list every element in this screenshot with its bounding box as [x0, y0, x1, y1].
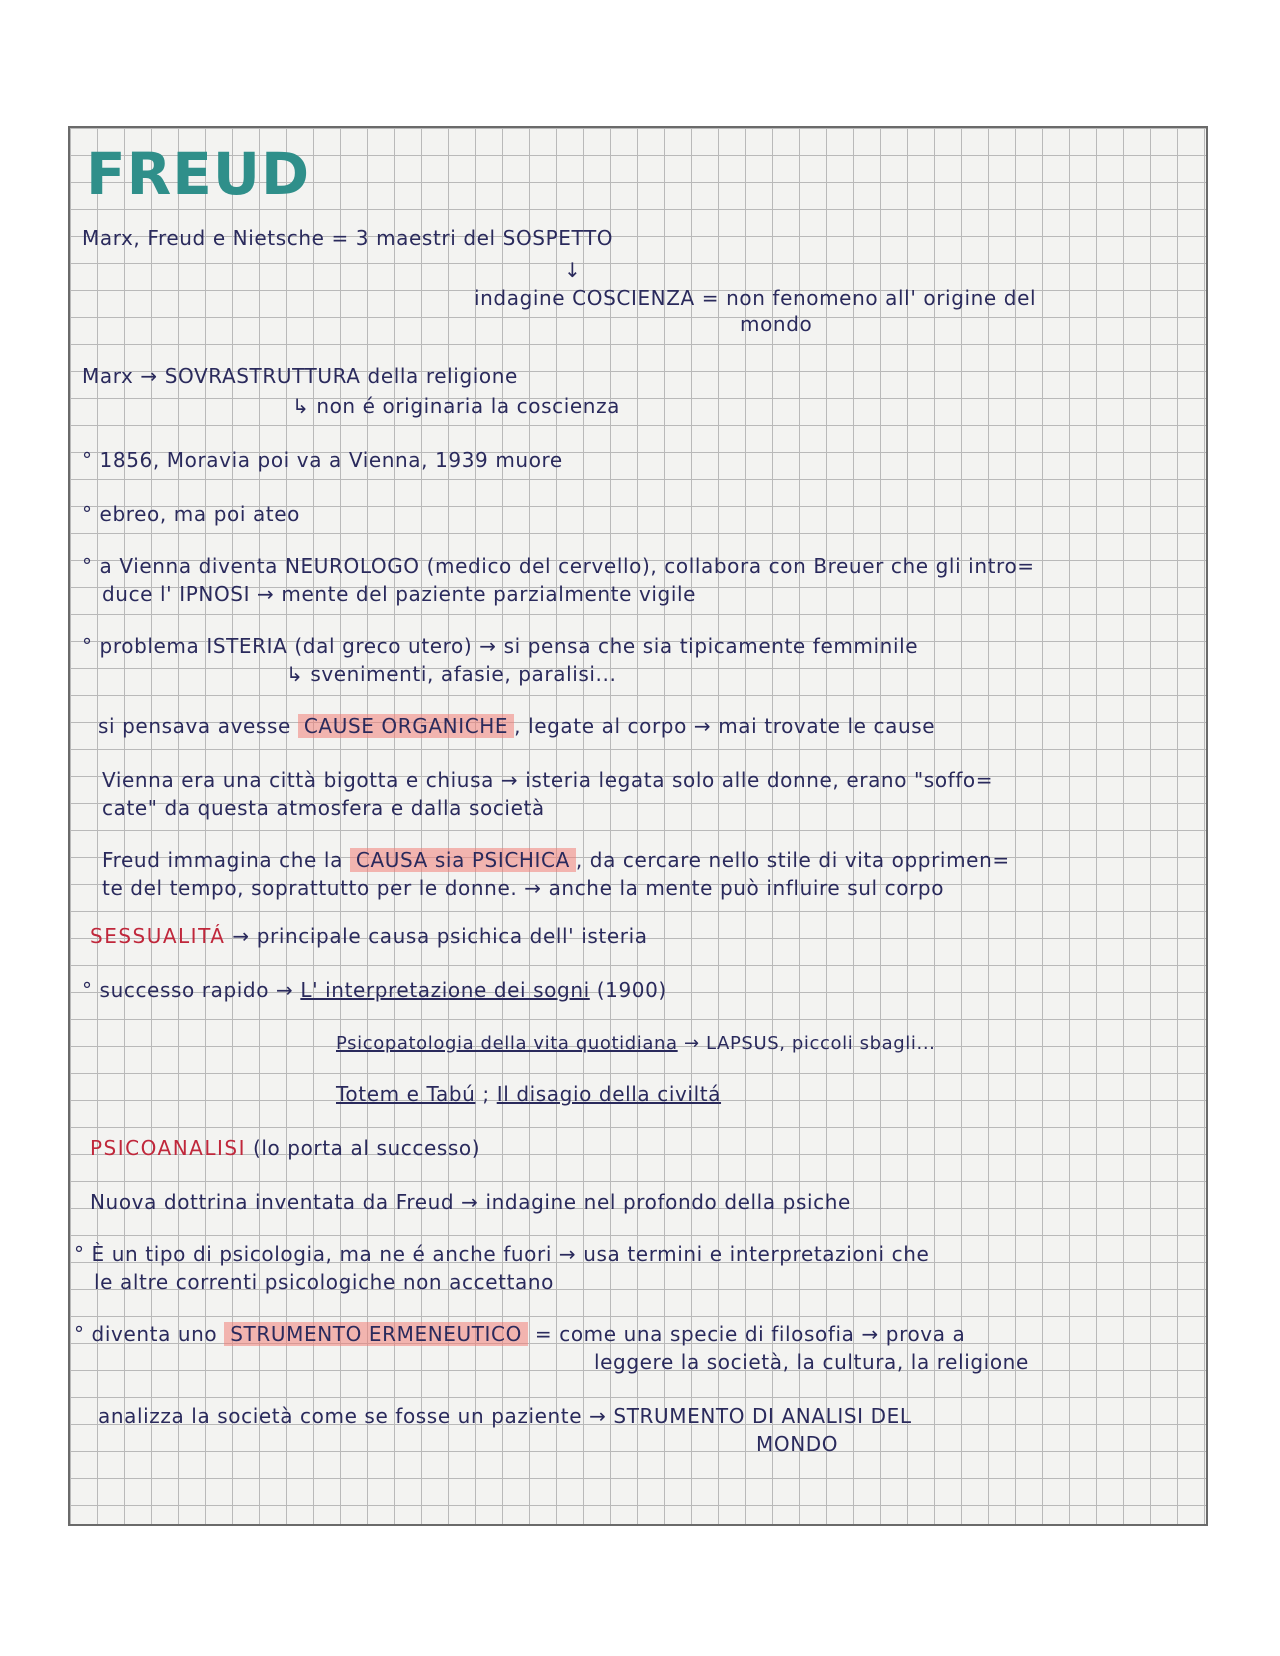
analizza-line-1: analizza la società come se fosse un paziente → STRUMENTO DI ANALISI DEL — [98, 1404, 912, 1428]
work-totem: Totem e Tabú — [336, 1082, 476, 1106]
freud-post: , da cercare nello stile di vita opprimen= — [575, 848, 1010, 872]
vienna-line-1: Vienna era una città bigotta e chiusa → isteria legata solo alle donne, erano "soffo= — [102, 768, 994, 792]
work-year: (1900) — [596, 978, 667, 1002]
psicoanalisi-label: PSICOANALISI — [90, 1136, 246, 1160]
isteria-sub: ↳ svenimenti, afasie, paralisi... — [286, 662, 617, 686]
work-interpretazione-sogni: L' interpretazione dei sogni — [300, 978, 590, 1002]
down-arrow: ↓ — [564, 258, 582, 282]
notebook-page — [68, 126, 1208, 1526]
successo-line — [82, 978, 667, 1002]
vienna-line-2: cate" da questa atmosfera e dalla società — [102, 796, 545, 820]
diventa-post: = come una specie di filosofia → prova a — [534, 1322, 966, 1346]
freud-pre: Freud immagina che la — [102, 848, 343, 872]
sessualita-text: → principale causa psichica dell' isteria — [232, 924, 648, 948]
works-separator: ; — [482, 1082, 490, 1106]
bio-birth: ° 1856, Moravia poi va a Vienna, 1939 muore — [82, 448, 563, 472]
successo-pre: ° successo rapido → — [82, 978, 294, 1002]
diventa-pre: ° diventa uno — [74, 1322, 218, 1346]
page-title: FREUD — [86, 140, 311, 208]
cause-pre: si pensava avesse — [98, 714, 291, 738]
marx-line: Marx → SOVRASTRUTTURA della religione — [82, 364, 518, 388]
bio-neuro-1: ° a Vienna diventa NEUROLOGO (medico del cervello), collabora con Breuer che gli intro= — [82, 554, 1035, 578]
isteria-line: ° problema ISTERIA (dal greco utero) → si pensa che sia tipicamente femminile — [82, 634, 919, 658]
cause-post: , legate al corpo → mai trovate le cause — [514, 714, 936, 738]
cause-line — [98, 714, 935, 738]
tipo-line-2: le altre correnti psicologiche non accettano — [94, 1270, 554, 1294]
work-lapsus: → LAPSUS, piccoli sbagli... — [684, 1033, 936, 1054]
highlight-strumento-ermeneutico: STRUMENTO ERMENEUTICO — [224, 1322, 528, 1346]
marx-sub: ↳ non é originaria la coscienza — [292, 394, 621, 418]
diventa-line-1 — [74, 1322, 965, 1346]
sessualita-label: SESSUALITÁ — [90, 924, 226, 948]
totem-line — [336, 1082, 721, 1106]
work-psicopatologia: Psicopatologia della vita quotidiana — [336, 1033, 678, 1054]
psicoanalisi-note: (lo porta al successo) — [252, 1136, 481, 1160]
analizza-line-2: MONDO — [756, 1432, 839, 1456]
psicopatologia-line — [336, 1032, 935, 1056]
nuova-dottrina: Nuova dottrina inventata da Freud → indagine nel profondo della psiche — [90, 1190, 851, 1214]
indagine-line: indagine COSCIENZA = non fenomeno all' origine del — [474, 286, 1037, 310]
highlight-cause-organiche: CAUSE ORGANICHE — [298, 714, 514, 738]
tipo-line-1: ° È un tipo di psicologia, ma ne é anche fuori → usa termini e interpretazioni che — [74, 1242, 930, 1266]
intro-line: Marx, Freud e Nietsche = 3 maestri del SOSPETTO — [82, 226, 614, 250]
sessualita-line — [90, 924, 648, 948]
highlight-causa-psichica: CAUSA sia PSICHICA — [350, 848, 576, 872]
diventa-line-2: leggere la società, la cultura, la religione — [594, 1350, 1029, 1374]
work-disagio: Il disagio della civiltá — [496, 1082, 722, 1106]
psicoanalisi-heading — [90, 1136, 480, 1160]
freud-line-2: te del tempo, soprattutto per le donne. → anche la mente può influire sul corpo — [102, 876, 945, 900]
indagine-line-2: mondo — [740, 312, 813, 336]
freud-line-1 — [102, 848, 1010, 872]
bio-religion: ° ebreo, ma poi ateo — [82, 502, 300, 526]
bio-neuro-2: duce l' IPNOSI → mente del paziente parzialmente vigile — [102, 582, 697, 606]
